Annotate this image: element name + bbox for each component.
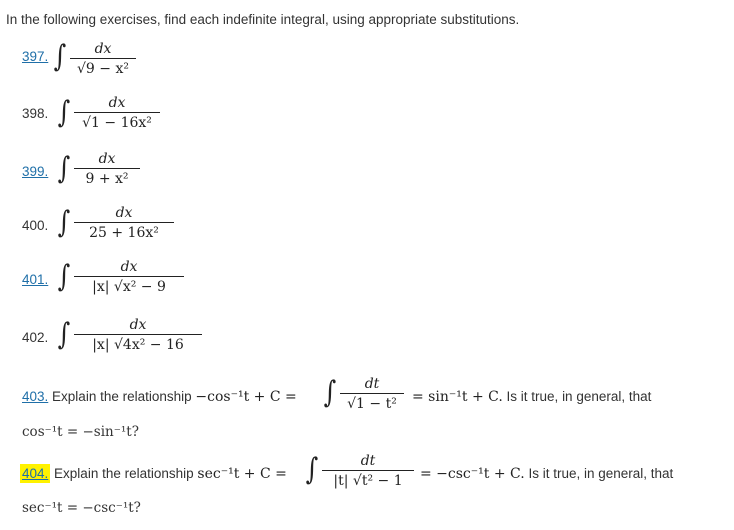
exercise-link-399[interactable]: 399.: [22, 164, 49, 179]
exercise-404-text: Explain the relationship: [54, 466, 194, 481]
integrand-fraction: [74, 150, 140, 189]
exercise-399: [22, 150, 722, 198]
integral-sign-icon: ∫: [57, 95, 71, 130]
denominator: √9 − x²: [77, 61, 129, 77]
numerator: dx: [108, 95, 126, 111]
integral-sign-icon: ∫: [305, 452, 319, 487]
integrand-fraction: [74, 258, 184, 297]
exercise-403-text: Explain the relationship: [52, 389, 192, 404]
exercise-number-398: 398.: [22, 106, 49, 121]
integrand-fraction: [74, 94, 160, 133]
equation-lhs: −cos⁻¹t + C =: [195, 389, 297, 405]
equation-rhs: = −csc⁻¹t + C.: [420, 466, 525, 482]
numerator: dx: [115, 205, 133, 221]
exercise-397: [22, 40, 722, 88]
exercise-402: [22, 316, 722, 364]
exercise-number-402: 402.: [22, 330, 49, 345]
integral-sign-icon: ∫: [53, 39, 67, 74]
exercise-403-line2: cos⁻¹t = −sin⁻¹t?: [22, 424, 139, 440]
denominator: 9 + x²: [85, 171, 129, 187]
numerator: dx: [120, 259, 138, 275]
exercise-400: [22, 204, 722, 252]
denominator: |t| √t² − 1: [333, 473, 403, 489]
exercise-link-403[interactable]: 403.: [22, 389, 49, 404]
integral-sign-icon: ∫: [57, 205, 71, 240]
exercise-link-401[interactable]: 401.: [22, 272, 49, 287]
instructions-text: In the following exercises, find each indefinite integral, using appropriate substitutions.: [6, 12, 520, 27]
equation-rhs: = sin⁻¹t + C.: [412, 389, 503, 405]
integrand-fraction: [322, 452, 414, 491]
integral-sign-icon: ∫: [323, 375, 337, 410]
integral-sign-icon: ∫: [57, 151, 71, 186]
integrand-fraction: [340, 375, 404, 414]
denominator: √1 − 16x²: [82, 115, 152, 131]
denominator: |x| √4x² − 16: [92, 337, 184, 353]
numerator: dt: [360, 453, 376, 469]
exercise-404-line2: sec⁻¹t = −csc⁻¹t?: [22, 500, 141, 516]
numerator: dx: [94, 41, 112, 57]
exercise-403-question: Is it true, in general, that: [506, 389, 652, 404]
integrand-fraction: [70, 40, 136, 79]
exercise-401: [22, 258, 722, 306]
exercise-number-400: 400.: [22, 218, 49, 233]
equation-lhs: sec⁻¹t + C =: [197, 466, 287, 482]
integrand-fraction: [74, 204, 174, 243]
integral-sign-icon: ∫: [57, 317, 71, 352]
integral-sign-icon: ∫: [57, 259, 71, 294]
integrand-fraction: [74, 316, 202, 355]
denominator: |x| √x² − 9: [92, 279, 166, 295]
numerator: dx: [98, 151, 116, 167]
denominator: √1 − t²: [347, 396, 397, 412]
denominator: 25 + 16x²: [89, 225, 159, 241]
numerator: dx: [129, 317, 147, 333]
exercise-398: [22, 94, 722, 142]
exercise-link-404[interactable]: 404.: [22, 466, 49, 481]
numerator: dt: [364, 376, 380, 392]
exercise-link-397[interactable]: 397.: [22, 49, 49, 64]
exercise-404-question: Is it true, in general, that: [528, 466, 674, 481]
